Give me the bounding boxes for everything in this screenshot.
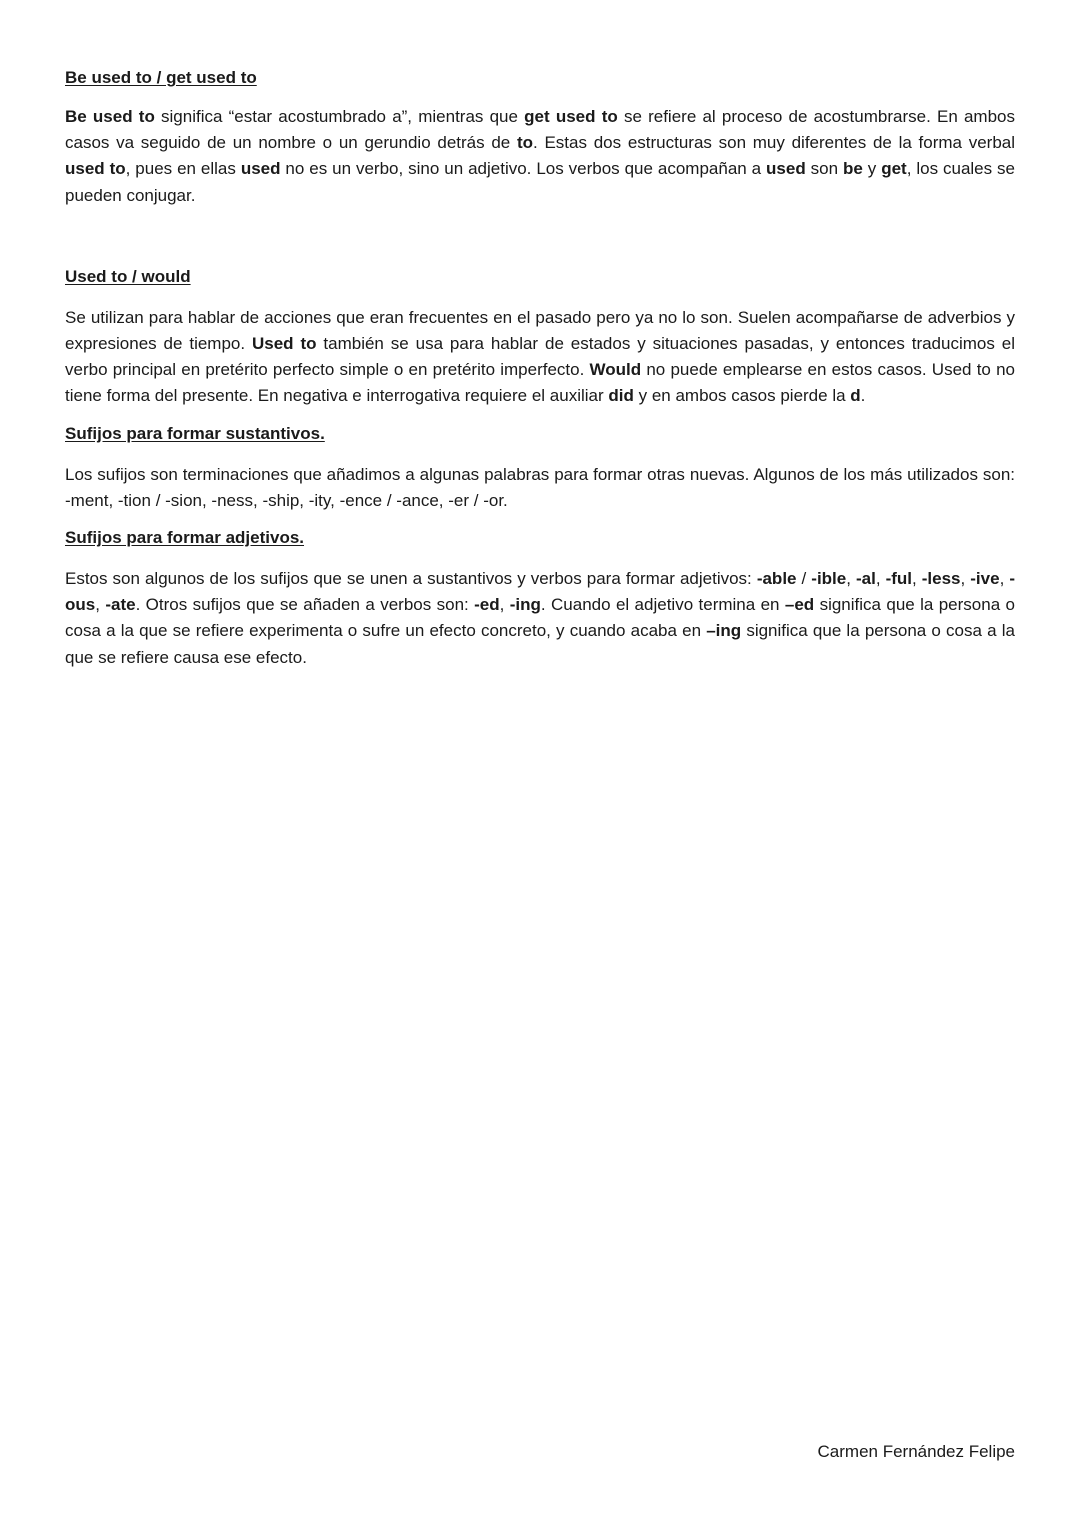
text-run: , [875,569,886,589]
text-run: Estos son algunos de los sufijos que se unen a sustantivos y verbos para formar adjetivos: [65,569,757,589]
text-run: son [805,159,843,179]
text-run: . Otros sufijos que se añaden a verbos son: [135,595,475,615]
section-heading-used-to-would: Used to / would [65,266,191,286]
text-run: , los cuales se pueden conjugar. [65,159,1016,205]
text-run: y en ambos casos pierde la [633,386,851,406]
bold-term: -ible [811,569,847,589]
bold-term: -able [756,569,797,589]
document-page [65,66,1015,671]
text-run: , [912,569,922,589]
bold-term: -ive [970,569,1000,589]
text-run: significa que la persona o cosa a la que se refiere causa ese efecto. [65,621,1015,667]
bold-term: -ing [509,595,541,615]
text-run: , [960,569,971,589]
text-run: significa que la persona o cosa a la que se refiere experimenta o sufre un efecto concreto, y cuando acaba en [65,595,1015,641]
text-run: no puede emplearse en estos casos. Used to no tiene forma del presente. En negativa e interrogativa requiere el auxiliar [65,360,1015,406]
footer-author: Carmen Fernández Felipe [817,1442,1015,1461]
text-run: Los sufijos son terminaciones que añadimos a algunas palabras para formar otras nuevas. Algunos de los más utilizados son: -ment, -tion / -sion, -ness, -ship, -ity, -ence / -ance, -er / -or. [65,464,1015,510]
bold-term: used to [65,159,126,179]
bold-term: to [516,133,534,153]
section-body-be-used-to [65,104,1015,209]
bold-term: Be used to [65,107,155,126]
text-run: también se usa para hablar de estados y situaciones pasadas, y entonces traducimos el verbo principal en pretérito perfecto simple o en pretérito imperfecto. [65,334,1015,380]
text-run: , pues en ellas [125,159,241,179]
text-run: no es un verbo, sino un adjetivo. Los verbos que acompañan a [280,159,767,179]
section-heading-sufijos-sustantivos: Sufijos para formar sustantivos. [65,423,325,443]
section-heading-be-used-to: Be used to / get used to [65,68,257,87]
text-run: , [846,569,856,589]
bold-term: used [766,159,806,179]
text-run: se refiere al proceso de acostumbrarse. En ambos casos va seguido de un nombre o un gerundio detrás de [65,107,1016,153]
bold-term: -ed [474,595,500,615]
text-run: y [862,159,882,179]
bold-term: used [240,159,281,179]
bold-term: –ed [784,595,815,615]
text-run: , [499,595,510,615]
bold-term: –ing [706,621,742,641]
section-body-sufijos-sustantivos [65,462,1015,514]
bold-term: Would [589,360,642,380]
bold-term: Used to [252,334,317,354]
text-run: . Cuando el adjetivo termina en [540,595,785,615]
bold-term: -ate [105,595,136,615]
text-run: Se utilizan para hablar de acciones que eran frecuentes en el pasado pero ya no lo son. Suelen acompañarse de adverbios y expresiones de tiempo. [65,307,1015,354]
bold-term: did [608,386,634,406]
text-run: / [796,569,812,589]
section-body-sufijos-adjetivos [65,566,1015,671]
section-body-used-to-would [65,305,1015,410]
bold-term: -ous [65,569,1015,615]
bold-term: get [881,159,907,179]
text-run: , [999,569,1010,589]
bold-term: d [850,386,861,406]
text-run: , [95,595,106,615]
text-run: significa “estar acostumbrado a”, mientras que [154,107,525,126]
section-heading-sufijos-adjetivos: Sufijos para formar adjetivos. [65,528,305,548]
bold-term: get used to [524,107,618,126]
text-run: . [860,386,866,406]
bold-term: be [842,159,863,179]
bold-term: -ful [885,569,913,589]
bold-term: -less [921,569,961,589]
text-run: . Estas dos estructuras son muy diferentes de la forma verbal [533,133,1016,153]
bold-term: -al [855,569,876,589]
